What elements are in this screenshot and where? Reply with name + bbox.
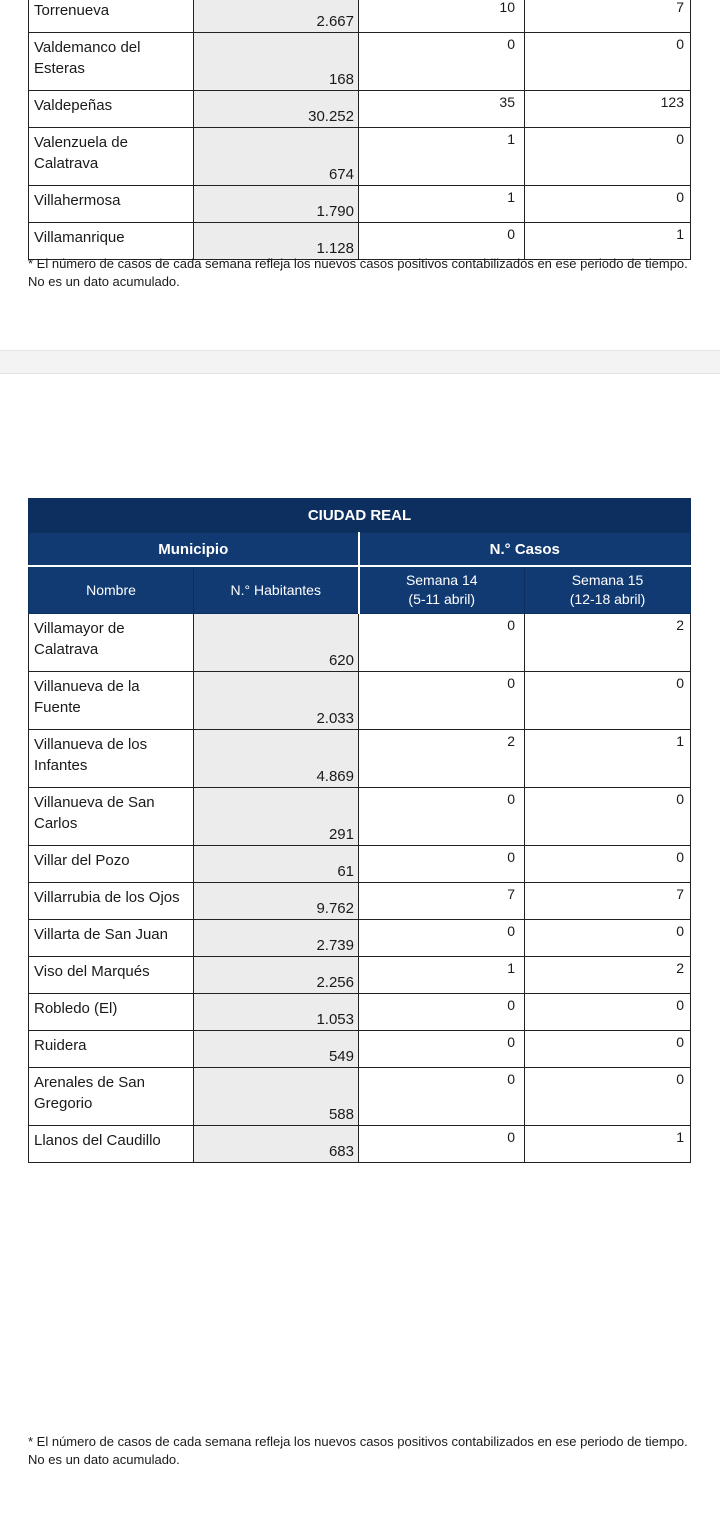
municipio-name: Villar del Pozo: [29, 846, 194, 883]
table-row: [29, 614, 691, 672]
municipio-name: Valdepeñas: [29, 91, 194, 128]
table-row: [29, 91, 691, 128]
habitantes-value: 683: [194, 1126, 359, 1163]
semana14-range: (5-11 abril): [408, 591, 476, 607]
semana14-value: 1: [359, 957, 525, 994]
semana15-value: 1: [525, 223, 691, 260]
semana15-value: 0: [525, 1068, 691, 1126]
semana14-value: 0: [359, 672, 525, 730]
semana14-value: 0: [359, 846, 525, 883]
table-row: [29, 33, 691, 91]
semana14-value: 10: [359, 0, 525, 33]
table-row: [29, 730, 691, 788]
semana14-value: 0: [359, 1126, 525, 1163]
semana15-value: 7: [525, 883, 691, 920]
semana15-value: 0: [525, 128, 691, 186]
section-divider: [0, 350, 720, 374]
ciudad-real-cases-table: [28, 498, 691, 1163]
municipio-name: Viso del Marqués: [29, 957, 194, 994]
semana14-value: 2: [359, 730, 525, 788]
semana14-value: 35: [359, 91, 525, 128]
municipio-name: Arenales de San Gregorio: [29, 1068, 194, 1126]
semana15-value: 0: [525, 846, 691, 883]
municipio-name: Villanueva de los Infantes: [29, 730, 194, 788]
municipio-name: Villamayor de Calatrava: [29, 614, 194, 672]
semana15-value: 1: [525, 1126, 691, 1163]
municipio-name: Villamanrique: [29, 223, 194, 260]
municipio-name: Robledo (El): [29, 994, 194, 1031]
table-row: [29, 672, 691, 730]
habitantes-value: 1.790: [194, 186, 359, 223]
municipio-name: Villahermosa: [29, 186, 194, 223]
table-title-row: [29, 499, 691, 533]
habitantes-value: 588: [194, 1068, 359, 1126]
semana15-value: 0: [525, 788, 691, 846]
semana14-value: 0: [359, 33, 525, 91]
cases-table-body: [29, 614, 691, 1163]
semana14-value: 0: [359, 614, 525, 672]
table-row: [29, 788, 691, 846]
semana15-value: 0: [525, 186, 691, 223]
semana14-value: 0: [359, 920, 525, 957]
table-row: [29, 1031, 691, 1068]
habitantes-value: 4.869: [194, 730, 359, 788]
habitantes-value: 2.667: [194, 0, 359, 33]
semana14-value: 1: [359, 128, 525, 186]
semana14-value: 7: [359, 883, 525, 920]
semana15-range: (12-18 abril): [569, 591, 646, 607]
col-header-habitantes: N.° Habitantes: [194, 566, 359, 614]
semana15-value: 0: [525, 33, 691, 91]
habitantes-value: 30.252: [194, 91, 359, 128]
table-row: [29, 1068, 691, 1126]
semana15-value: 0: [525, 920, 691, 957]
habitantes-value: 549: [194, 1031, 359, 1068]
habitantes-value: 61: [194, 846, 359, 883]
municipio-name: Villarrubia de los Ojos: [29, 883, 194, 920]
footnote: * El número de casos de cada semana refleja los nuevos casos positivos contabilizados en ese periodo de tiempo. No es un dato acumulado.: [28, 256, 688, 289]
municipio-name: Llanos del Caudillo: [29, 1126, 194, 1163]
semana14-value: 1: [359, 186, 525, 223]
habitantes-value: 9.762: [194, 883, 359, 920]
table-row: [29, 223, 691, 260]
municipio-name: Villarta de San Juan: [29, 920, 194, 957]
table-row: [29, 846, 691, 883]
semana14-value: 0: [359, 223, 525, 260]
group-municipio: Municipio: [29, 533, 359, 567]
habitantes-value: 168: [194, 33, 359, 91]
cases-table-body: [29, 0, 691, 260]
habitantes-value: 1.128: [194, 223, 359, 260]
group-casos: N.° Casos: [359, 533, 691, 567]
habitantes-value: 1.053: [194, 994, 359, 1031]
habitantes-value: 620: [194, 614, 359, 672]
cases-table-continued: [28, 0, 691, 260]
table-row: [29, 957, 691, 994]
habitantes-value: 2.739: [194, 920, 359, 957]
municipio-name: Torrenueva: [29, 0, 194, 33]
semana15-value: 123: [525, 91, 691, 128]
semana15-value: 7: [525, 0, 691, 33]
footnote: * El número de casos de cada semana refleja los nuevos casos positivos contabilizados en ese periodo de tiempo. No es un dato acumulado.: [28, 1434, 688, 1467]
municipio-name: Villanueva de la Fuente: [29, 672, 194, 730]
col-header-semana15: [525, 566, 691, 614]
habitantes-value: 291: [194, 788, 359, 846]
table-header: [29, 499, 691, 614]
semana14-value: 0: [359, 1068, 525, 1126]
semana15-value: 2: [525, 614, 691, 672]
semana15-value: 0: [525, 994, 691, 1031]
semana15-label: Semana 15: [571, 572, 644, 588]
table-row: [29, 994, 691, 1031]
semana14-value: 0: [359, 994, 525, 1031]
table-row: [29, 1126, 691, 1163]
semana15-value: 0: [525, 672, 691, 730]
semana14-value: 0: [359, 1031, 525, 1068]
table-title: CIUDAD REAL: [29, 499, 691, 533]
col-header-nombre: Nombre: [29, 566, 194, 614]
habitantes-value: 2.256: [194, 957, 359, 994]
table-row: [29, 186, 691, 223]
semana15-value: 0: [525, 1031, 691, 1068]
table-row: [29, 883, 691, 920]
table-row: [29, 0, 691, 33]
municipio-name: Ruidera: [29, 1031, 194, 1068]
table-row: [29, 128, 691, 186]
table-row: [29, 920, 691, 957]
semana15-value: 1: [525, 730, 691, 788]
table-group-row: [29, 533, 691, 567]
col-header-semana14: [359, 566, 525, 614]
semana15-value: 2: [525, 957, 691, 994]
table-column-headers: [29, 566, 691, 614]
habitantes-value: 2.033: [194, 672, 359, 730]
semana14-value: 0: [359, 788, 525, 846]
municipio-name: Valenzuela de Calatrava: [29, 128, 194, 186]
municipio-name: Villanueva de San Carlos: [29, 788, 194, 846]
habitantes-value: 674: [194, 128, 359, 186]
semana14-label: Semana 14: [405, 572, 478, 588]
municipio-name: Valdemanco del Esteras: [29, 33, 194, 91]
